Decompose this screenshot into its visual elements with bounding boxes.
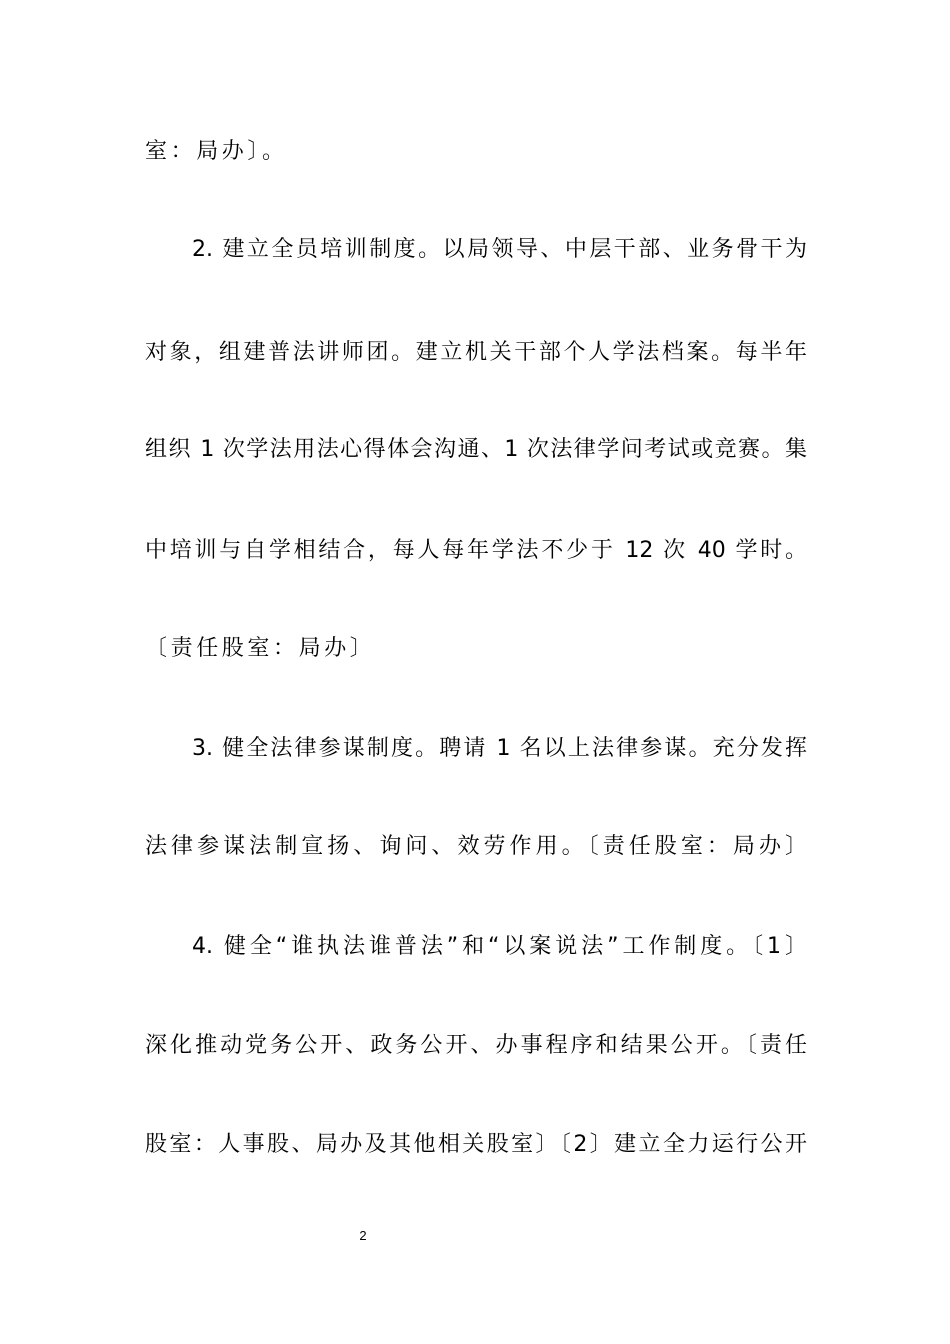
text-line-1: 室：局办〕。 xyxy=(145,139,288,164)
text-line-5: 中培训与自学相结合，每人每年学法不少于 12 次 40 学时。 xyxy=(145,538,807,563)
text-line-2: 2. 建立全员培训制度。以局领导、中层干部、业务骨干为 xyxy=(192,237,807,262)
text-line-9: 4. 健全“谁执法谁普法”和“以案说法”工作制度。〔1〕 xyxy=(192,934,807,959)
text-line-4: 组织 1 次学法用法心得体会沟通、1 次法律学问考试或竞赛。集 xyxy=(145,437,807,462)
text-line-7: 3. 健全法律参谋制度。聘请 1 名以上法律参谋。充分发挥 xyxy=(192,736,807,761)
text-line-3: 对象，组建普法讲师团。建立机关干部个人学法档案。每半年 xyxy=(145,340,807,365)
text-line-8: 法律参谋法制宣扬、询问、效劳作用。〔责任股室：局办〕 xyxy=(145,834,807,859)
text-line-6: 〔责任股室：局办〕 xyxy=(145,636,376,661)
text-line-10: 深化推动党务公开、政务公开、办事程序和结果公开。〔责任 xyxy=(145,1033,807,1058)
page-number: 2 xyxy=(359,1228,367,1243)
text-line-11: 股室：人事股、局办及其他相关股室〕〔2〕建立全力运行公开 xyxy=(145,1132,807,1157)
